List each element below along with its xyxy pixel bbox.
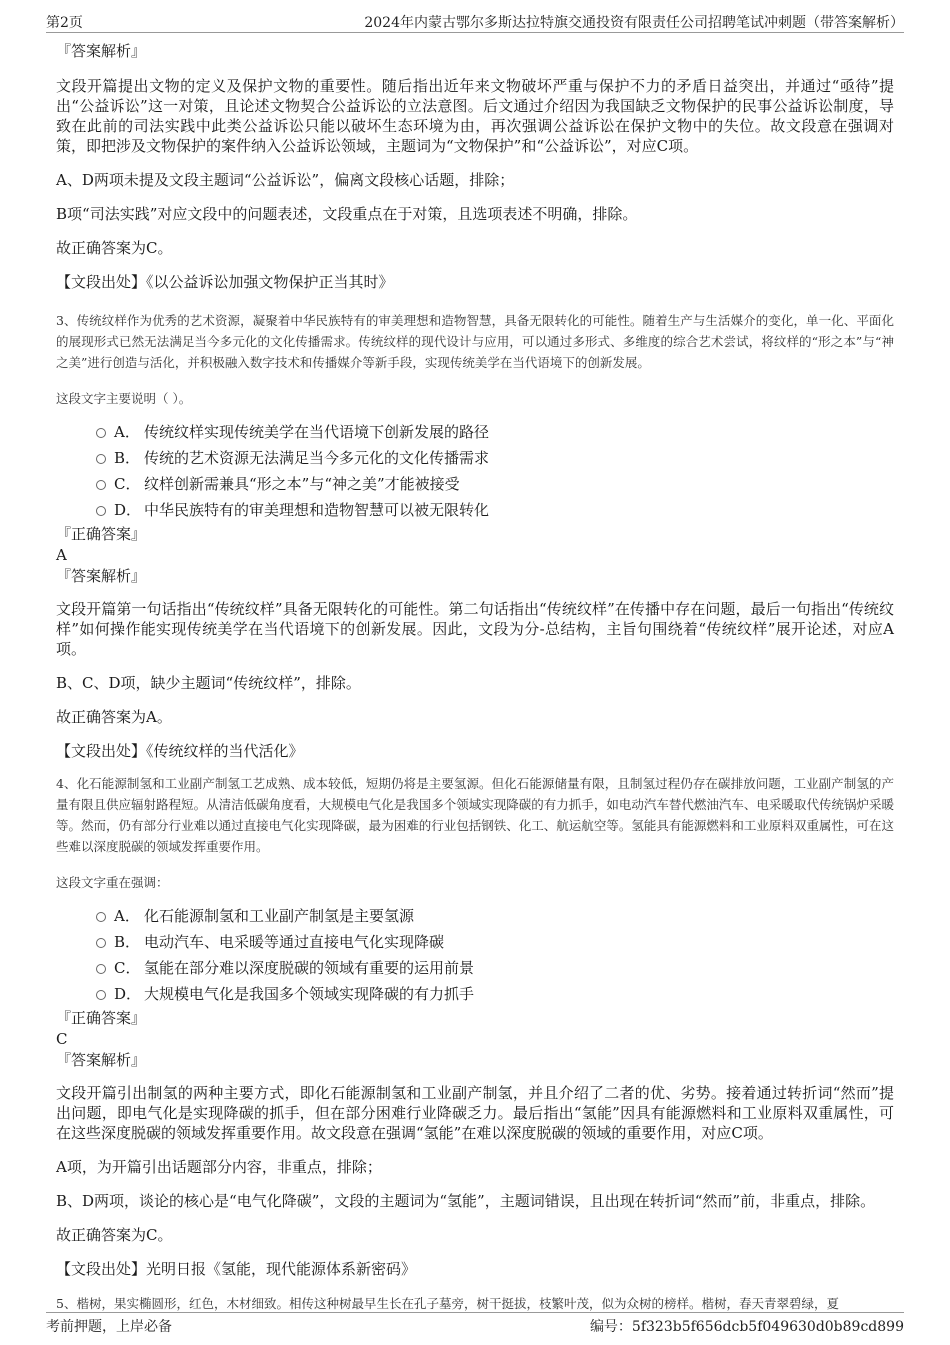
q2-source: 【文段出处】《以公益诉讼加强文物保护正当其时》 <box>56 273 394 291</box>
q4-option-c[interactable]: C． 氢能在部分难以深度脱碳的领域有重要的运用前景 <box>96 955 894 981</box>
q4-option-d[interactable]: D． 大规模电气化是我国多个领域实现降碳的有力抓手 <box>96 981 894 1007</box>
q4-prompt: 这段文字重在强调： <box>56 875 169 890</box>
q5-stem: 5、楷树，果实椭圆形，红色，木材细致。相传这种树最早生长在孔子墓旁，树干挺拔，枝繁叶茂，似为众树的榜样。楷树，春天青翠碧绿，夏 <box>56 1296 839 1311</box>
q3-options <box>96 419 894 523</box>
q3-stem: 3、传统纹样作为优秀的艺术资源，凝聚着中华民族特有的审美理想和造物智慧，具备无限转化的可能性。随着生产与生活媒介的变化，单一化、平面化的展现形式已然无法满足当今多元化的文化传播需求。传统纹样的现代设计与应用，可以通过多形式、多维度的综合艺术尝试，将纹样的“形之本”与“神之美”进行创造与活化，并积极融入数字技术和传播媒介等新手段，实现传统美学在当代语境下的创新发展。 <box>56 313 894 370</box>
q3-answer-label: 『正确答案』 <box>56 525 147 543</box>
footer-slogan: 考前押题，上岸必备 <box>46 1319 172 1335</box>
q3-analysis-label: 『答案解析』 <box>56 567 147 585</box>
radio-icon[interactable] <box>96 506 106 516</box>
q2-line-b: B项“司法实践”对应文段中的问题表述，文段重点在于对策，且选项表述不明确，排除。 <box>56 205 638 223</box>
q4-line-bd: B、D两项，谈论的核心是“电气化降碳”，文段的主题词为“氢能”，主题词错误，且出现在转折词“然而”前，非重点，排除。 <box>56 1192 876 1210</box>
q2-analysis-label: 『答案解析』 <box>56 42 147 60</box>
q4-source: 【文段出处】光明日报《氢能，现代能源体系新密码》 <box>56 1260 417 1278</box>
radio-icon[interactable] <box>96 964 106 974</box>
q3-line-bcd: B、C、D项，缺少主题词“传统纹样”，排除。 <box>56 674 361 692</box>
q4-line-a: A项，为开篇引出话题部分内容，非重点，排除； <box>56 1158 382 1176</box>
q3-source: 【文段出处】《传统纹样的当代活化》 <box>56 742 304 760</box>
q3-option-d[interactable]: D． 中华民族特有的审美理想和造物智慧可以被无限转化 <box>96 497 894 523</box>
document-code: 编号：5f323b5f656dcb5f049630d0b89cd899 <box>589 1319 904 1335</box>
q4-answer-label: 『正确答案』 <box>56 1009 147 1027</box>
q4-analysis: 文段开篇引出制氢的两种主要方式，即化石能源制氢和工业副产制氢，并且介绍了二者的优、劣势。接着通过转折词“然而”提出问题，即电气化是实现降碳的抓手，但在部分困难行业降碳乏力。最后指出“氢能”因具有能源燃料和工业原料双重属性，可在这些深度脱碳的领域发挥重要作用。故文段意在强调“氢能”在难以深度脱碳的领域的重要作用，对应C项。 <box>56 1084 894 1142</box>
q3-answer: A <box>56 546 67 564</box>
q2-conclusion: 故正确答案为C。 <box>56 239 173 257</box>
radio-icon[interactable] <box>96 480 106 490</box>
radio-icon[interactable] <box>96 990 106 1000</box>
q2-line-ad: A、D两项未提及文段主题词“公益诉讼”，偏离文段核心话题，排除； <box>56 171 515 189</box>
q3-conclusion: 故正确答案为A。 <box>56 708 172 726</box>
radio-icon[interactable] <box>96 454 106 464</box>
page-header <box>46 10 904 33</box>
radio-icon[interactable] <box>96 428 106 438</box>
page-number: 第2页 <box>46 15 83 31</box>
q4-option-b[interactable]: B． 电动汽车、电采暖等通过直接电气化实现降碳 <box>96 929 894 955</box>
radio-icon[interactable] <box>96 912 106 922</box>
q3-option-c[interactable]: C． 纹样创新需兼具“形之本”与“神之美”才能被接受 <box>96 471 894 497</box>
q2-analysis: 文段开篇提出文物的定义及保护文物的重要性。随后指出近年来文物破坏严重与保护不力的矛盾日益突出，并通过“亟待”提出“公益诉讼”这一对策，且论述文物契合公益诉讼的立法意图。后文通过介绍因为我国缺乏文物保护的民事公益诉讼制度，导致在此前的司法实践中此类公益诉讼只能以破坏生态环境为由，再次强调公益诉讼在保护文物中的失位。故文段意在强调对策，即把涉及文物保护的案件纳入公益诉讼领域，主题词为“文物保护”和“公益诉讼”，对应C项。 <box>56 77 894 155</box>
q4-option-a[interactable]: A． 化石能源制氢和工业副产制氢是主要氢源 <box>96 903 894 929</box>
q3-prompt: 这段文字主要说明（ ）。 <box>56 391 192 406</box>
q3-analysis: 文段开篇第一句话指出“传统纹样”具备无限转化的可能性。第二句话指出“传统纹样”在传播中存在问题，最后一句指出“传统纹样”如何操作能实现传统美学在当代语境下的创新发展。因此，文段为分-总结构，主旨句围绕着“传统纹样”展开论述，对应A项。 <box>56 600 894 658</box>
page-footer <box>46 1312 904 1335</box>
q4-conclusion: 故正确答案为C。 <box>56 1226 173 1244</box>
radio-icon[interactable] <box>96 938 106 948</box>
q3-option-b[interactable]: B． 传统的艺术资源无法满足当今多元化的文化传播需求 <box>96 445 894 471</box>
q3-option-a[interactable]: A． 传统纹样实现传统美学在当代语境下创新发展的路径 <box>96 419 894 445</box>
page-content <box>56 40 894 1314</box>
q4-analysis-label: 『答案解析』 <box>56 1051 147 1069</box>
q4-answer: C <box>56 1030 68 1048</box>
document-title: 2024年内蒙古鄂尔多斯达拉特旗交通投资有限责任公司招聘笔试冲刺题（带答案解析） <box>364 15 904 31</box>
q4-options <box>96 903 894 1007</box>
q4-stem: 4、化石能源制氢和工业副产制氢工艺成熟、成本较低，短期仍将是主要氢源。但化石能源储量有限，且制氢过程仍存在碳排放问题，工业副产制氢的产量有限且供应辐射路程短。从清洁低碳角度看，大规模电气化是我国多个领域实现降碳的有力抓手，如电动汽车替代燃油汽车、电采暖取代传统锅炉采暖等。然而，仍有部分行业难以通过直接电气化实现降碳，最为困难的行业包括钢铁、化工、航运航空等。氢能具有能源燃料和工业原料双重属性，可在这些难以深度脱碳的领域发挥重要作用。 <box>56 776 894 854</box>
